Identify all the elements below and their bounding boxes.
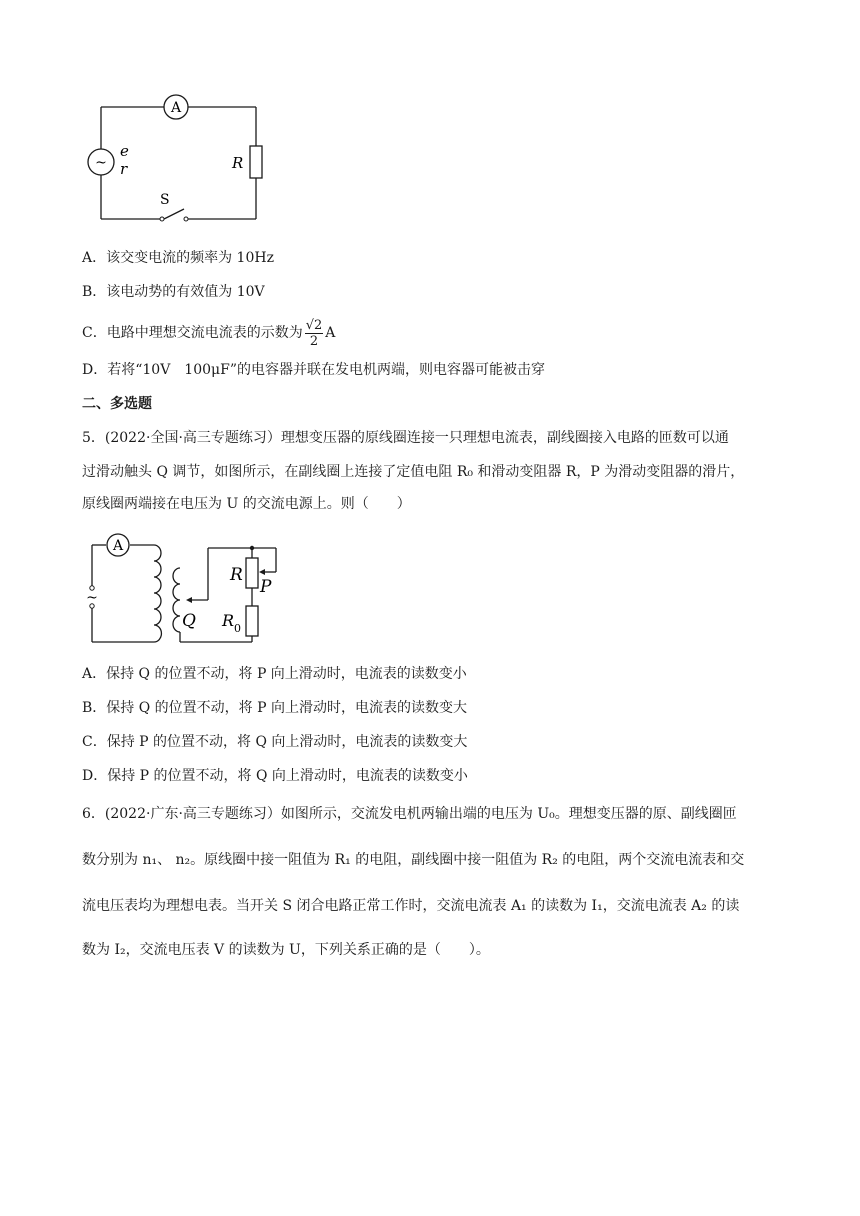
q4-option-c-unit: A <box>325 325 336 341</box>
switch-blade <box>164 209 184 219</box>
primary-coil <box>154 545 161 642</box>
q5-option-c: C．保持 P 的位置不动，将 Q 向上滑动时，电流表的读数变大 <box>82 734 468 750</box>
q6-line-4: 数为 I₂，交流电压表 V 的读数为 U，下列关系正确的是（ ）。 <box>82 942 490 958</box>
q5-option-b: B．保持 Q 的位置不动，将 P 向上滑动时，电流表的读数变大 <box>82 700 467 716</box>
fraction-sqrt2-over-2 <box>305 318 324 349</box>
emf-label: e <box>120 142 129 160</box>
q6-line-1: 6．(2022·广东·高三专题练习）如图所示，交流发电机两输出端的电压为 U₀。理想变压器的原、副线圈匝 <box>82 806 737 822</box>
q5-line-1: 5．(2022·全国·高三专题练习）理想变压器的原线圈连接一只理想电流表，副线圈接入电路的匝数可以通 <box>82 430 729 446</box>
ammeter-label-2: A <box>112 538 124 554</box>
q6-line-3: 流电压表均为理想电表。当开关 S 闭合电路正常工作时，交流电流表 A₁ 的读数为 I₁，交流电流表 A₂ 的读 <box>82 898 740 914</box>
q4-option-d: D．若将“10V 100μF”的电容器并联在发电机两端，则电容器可能被击穿 <box>82 362 545 378</box>
q4-option-b: B．该电动势的有效值为 10V <box>82 284 265 300</box>
ac-source-symbol: ~ <box>95 155 107 171</box>
q5-option-a: A．保持 Q 的位置不动，将 P 向上滑动时，电流表的读数变小 <box>82 666 467 682</box>
q4-option-c-text: C．电路中理想交流电流表的示数为 <box>82 325 303 341</box>
fraction-numerator: √2 <box>305 317 323 333</box>
ac-source-symbol-2: ~ <box>86 590 98 606</box>
slider-p-label: P <box>260 577 272 597</box>
resistor-r0-subscript: 0 <box>234 622 241 635</box>
switch-contact-right <box>184 217 188 221</box>
slider-q-label: Q <box>182 611 196 631</box>
q5-line-2: 过滑动触头 Q 调节，如图所示，在副线圈上连接了定值电阻 R₀ 和滑动变阻器 R，P 为滑动变阻器的滑片， <box>82 464 745 480</box>
switch-contact-left <box>160 217 164 221</box>
slider-p-arrow <box>259 569 265 575</box>
q4-option-c <box>82 316 335 350</box>
circuit-diagram-1 <box>80 88 280 228</box>
internal-resistance-label: r <box>120 160 128 178</box>
q5-option-d: D．保持 P 的位置不动，将 Q 向上滑动时，电流表的读数变小 <box>82 768 468 784</box>
fraction-denominator: 2 <box>309 333 319 349</box>
q4-option-a: A．该交变电流的频率为 10Hz <box>82 250 274 266</box>
section-heading: 二、多选题 <box>82 396 152 412</box>
secondary-coil <box>173 568 180 632</box>
ammeter-label: A <box>170 100 182 116</box>
slider-q-arrow <box>186 597 192 603</box>
junction-dot <box>250 546 254 550</box>
resistor-r0 <box>246 606 258 636</box>
switch-label: S <box>160 192 170 208</box>
resistor-r0-label: R <box>222 611 235 630</box>
q5-line-3: 原线圈两端接在电压为 U 的交流电源上。则（ ） <box>82 496 411 512</box>
resistor-r <box>250 146 262 178</box>
circuit-diagram-2 <box>80 528 290 652</box>
rheostat-r <box>246 558 258 588</box>
rheostat-label: R <box>230 565 243 585</box>
q6-line-2: 数分别为 n₁、 n₂。原线圈中接一阻值为 R₁ 的电阻，副线圈中接一阻值为 R₂ 的电阻，两个交流电流表和交 <box>82 852 745 868</box>
resistor-label: R <box>232 154 244 172</box>
